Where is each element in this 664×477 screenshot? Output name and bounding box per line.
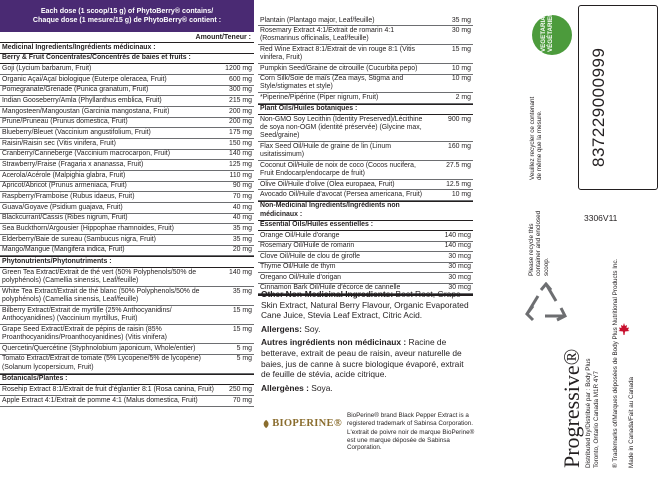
other-ingredients-en: [261, 289, 475, 321]
ingredient-row: [258, 263, 473, 273]
section-header: [258, 201, 473, 221]
ingredient-name: Oregano Oil/Huile d'origan: [260, 273, 341, 281]
ingredient-amount: 70 mg: [232, 193, 252, 201]
brand-logo: Progressive®: [559, 348, 584, 468]
ingredient-amount: 15 mg: [451, 45, 471, 53]
ingredient-amount: 175 mg: [229, 129, 252, 137]
ingredient-amount: 90 mg: [232, 182, 252, 190]
ingredient-row: [0, 182, 254, 193]
ingredient-amount: 140 mcg: [444, 231, 471, 239]
ingredient-row: [0, 355, 254, 374]
ingredient-name: Apricot/Abricot (Prunus armeniaca, Fruit): [2, 182, 127, 190]
ingredient-amount: 250 mg: [229, 385, 252, 393]
ingredient-name: Green Tea Extract/Extrait de thé vert (50% Polyphenols/50% de polyphénols) (Camellia sinensis, Leaf/feuille): [2, 268, 197, 285]
ingredient-name: Plantain (Plantago major, Leaf/feuille): [260, 16, 375, 24]
bioperine-notice-en: BioPerine® brand Black Pepper Extract is a registered trademark of Sabinsa Corporation.: [347, 412, 474, 427]
ingredient-row: [258, 273, 473, 283]
ingredient-name: Grape Seed Extract/Extrait de pépins de raisin (85% Proanthocyanidins/Proanthocyanidines) (Vitis vinifera): [2, 325, 167, 341]
trademark-line: ® Trademarks of/Marques déposées de Body Plus Nutritional Products Inc.: [612, 258, 619, 468]
ingredient-name: Blackcurrant/Cassis (Ribes nigrum, Fruit): [2, 214, 128, 222]
bioperine-notice: [347, 412, 475, 454]
ingredients-table-1: [0, 43, 254, 407]
ingredient-row: [258, 45, 473, 64]
ingredient-name: Pomegranate/Grenade (Punica granatum, Fruit): [2, 86, 149, 94]
supplement-facts-column-2: [258, 16, 473, 296]
recycle-icon: [523, 282, 569, 328]
ingredient-amount: 140 mg: [229, 268, 252, 276]
ingredient-row: [0, 118, 254, 129]
ingredient-name: Essential Oils/Huiles essentielles :: [260, 221, 373, 229]
ingredient-row: [0, 325, 254, 344]
ingredient-name: Corn Silk/Soie de maïs (Zea mays, Stigma and Style/stigmates et style): [260, 75, 404, 91]
ingredient-amount: 30 mcg: [448, 252, 471, 260]
ingredient-amount: 70 mg: [232, 396, 252, 404]
ingredient-name: Clove Oil/Huile de clou de girofle: [260, 252, 360, 260]
ingredient-amount: 1200 mg: [225, 65, 252, 73]
ingredient-amount: 30 mcg: [448, 284, 471, 292]
ingredient-amount: 35 mg: [232, 225, 252, 233]
ingredient-name: Flax Seed Oil/Huile de graine de lin (Linum usitatissimum): [260, 142, 391, 159]
ingredient-amount: 40 mg: [232, 214, 252, 222]
amount-header: Amount/Teneur :: [0, 32, 254, 43]
ingredient-name: Phytonutrients/Phytonutriments :: [2, 258, 112, 266]
section-header: [0, 54, 254, 65]
section-header: [258, 221, 473, 231]
section-header: [258, 104, 473, 115]
ingredient-name: Quercetin/Quercétine (Styphnolobium japonicum, Whole/entier): [2, 344, 196, 352]
ingredient-row: [0, 86, 254, 97]
ingredient-row: [0, 396, 254, 407]
ingredient-amount: 2 mg: [455, 93, 471, 101]
ingredient-amount: 140 mcg: [444, 242, 471, 250]
ingredient-row: [0, 150, 254, 161]
ingredient-name: Tomato Extract/Extrait de tomate (5% Lycopene/5% de lycopène) (Solanum lycopersicum, Fruit): [2, 355, 201, 371]
ingredient-name: Non-GMO Soy Lecithin (Identity Preserved)/Lécithine de soya non-OGM (identité préservée) (Glycine max, Seed/graine): [260, 115, 423, 140]
ingredient-name: Mango/Mangue (Mangifera indica, Fruit): [2, 246, 125, 254]
ingredient-row: [258, 16, 473, 26]
ingredient-name: Cinnamon Bark Oil/Huile d'écorce de cannelle: [260, 284, 401, 292]
ingredient-name: Coconut Oil/Huile de noix de coco (Cocos nucifera, Fruit Endocarp/endocarpe de fruit): [260, 161, 416, 178]
ingredient-row: [0, 160, 254, 171]
ingredient-amount: 27.5 mg: [446, 161, 471, 169]
ingredient-name: Raisin/Raisin sec (Vitis vinifera, Fruit): [2, 139, 116, 147]
bioperine-notice-fr: L'extrait de poivre noir de marque BioPerine® est une marque déposée de Sabinsa Corporation.: [347, 429, 475, 452]
ingredient-name: Prune/Pruneau (Prunus domestica, Fruit): [2, 118, 128, 126]
ingredient-amount: 900 mg: [448, 115, 471, 123]
ingredient-amount: 110 mg: [229, 171, 252, 179]
dose-header: [0, 0, 254, 32]
ingredient-amount: 5 mg: [236, 355, 252, 363]
section-header: [0, 43, 254, 54]
barcode-number: 837229000999: [589, 47, 608, 167]
ingredient-row: [0, 171, 254, 182]
ingredient-name: Avocado Oil/Huile d'avocat (Persea americana, Fruit): [260, 191, 423, 198]
ingredient-amount: 30 mcg: [448, 263, 471, 271]
ingredient-name: Orange Oil/Huile d'orange: [260, 231, 340, 239]
ingredient-name: Guava/Goyave (Psidium guajava, Fruit): [2, 203, 123, 211]
ingredient-row: [258, 75, 473, 94]
ingredient-name: Rosemary Extract 4:1/Extrait de romarin 4:1 (Rosmarinus officinalis, Leaf/feuille): [260, 27, 395, 43]
allergens-en: [261, 324, 475, 335]
ingredient-name: Sea Buckthorn/Argousier (Hippophae rhamnoides, Fruit): [2, 225, 174, 233]
bioperine-logo: [262, 418, 342, 429]
ingredient-name: Berry & Fruit Concentrates/Concentrés de baies et fruits :: [2, 54, 191, 62]
ingredient-name: Rosehip Extract 8:1/Extrait de fruit d'églantier 8:1 (Rosa canina, Fruit): [2, 385, 214, 393]
allergens-en-text: Soy.: [301, 323, 321, 334]
section-header: [0, 256, 254, 268]
ingredient-row: [0, 75, 254, 86]
distributor-address: Toronto, Ontario Canada M1R 4Y7: [593, 371, 600, 468]
other-ingredients-en-label: Other Non-Medicinal Ingredients:: [261, 289, 394, 299]
ingredient-name: Apple Extract 4:1/Extrait de pomme 4:1 (Malus domestica, Fruit): [2, 396, 198, 404]
ingredient-row: [0, 139, 254, 150]
ingredient-name: Blueberry/Bleuet (Vaccinium angustifolium, Fruit): [2, 129, 151, 137]
ingredient-amount: 15 mg: [232, 306, 252, 314]
ingredient-row: [258, 252, 473, 262]
ingredient-amount: 10 mg: [451, 75, 471, 83]
ingredient-name: Elderberry/Baie de sureau (Sambucus nigra, Fruit): [2, 235, 156, 243]
recycle-text-en: Please recycle this container and enclosed scoop.: [528, 210, 550, 276]
ingredient-name: Strawberry/Fraise (Fragaria x ananassa, Fruit): [2, 161, 144, 169]
ingredient-name: Bilberry Extract/Extrait de myrtille (25% Anthocyanidins/ Anthocyanidines) (Vaccinium myrtillus, Fruit): [2, 306, 172, 323]
ingredient-amount: 15 mg: [232, 325, 252, 333]
ingredient-name: Botanicals/Plantes :: [2, 375, 68, 383]
ingredient-row: [0, 128, 254, 139]
ingredient-row: [0, 344, 254, 355]
dose-header-line-1: Each dose (1 scoop/15 g) of PhytoBerry® contains/: [40, 7, 214, 15]
ingredient-name: Medicinal Ingredients/Ingrédients médicinaux :: [2, 43, 156, 51]
ingredient-row: [258, 242, 473, 252]
other-ingredients-fr: [261, 337, 475, 379]
ingredient-amount: 160 mg: [448, 142, 471, 150]
ingredient-amount: 215 mg: [229, 97, 252, 105]
ingredient-amount: 10 mg: [451, 191, 471, 198]
ingredient-name: Cranberry/Canneberge (Vaccinium macrocarpon, Fruit): [2, 150, 170, 158]
ingredient-amount: 600 mg: [229, 75, 252, 83]
ingredient-row: [0, 224, 254, 235]
ingredient-name: Non-Medicinal Ingredients/Ingrédients non médicinaux :: [260, 202, 400, 218]
ingredient-name: Mangosteen/Mangoustan (Garcinia mangostana, Fruit): [2, 107, 170, 115]
ingredient-name: Acerola/Acérole (Malpighia glabra, Fruit): [2, 171, 126, 179]
vegetarian-fr: VÉGÉTARIEN: [547, 12, 554, 52]
ingredient-amount: 30 mg: [451, 27, 471, 35]
ingredient-row: [258, 190, 473, 200]
ingredient-amount: 35 mg: [232, 235, 252, 243]
allergens-fr: [261, 383, 475, 394]
other-ingredients-fr-text: Racine de betterave, extrait de peau de raisin, aveur naturelle de baies, jus de canne à sucre biologique évaporé, extrait de feuille de stévia, acide citrique.: [261, 337, 464, 380]
ingredient-row: [0, 203, 254, 214]
allergens-en-label: Allergens:: [261, 323, 302, 334]
vegetarian-en: VEGETARIAN: [540, 11, 547, 52]
ingredient-row: [258, 231, 473, 241]
bioperine-leaf-icon: [262, 419, 270, 429]
ingredient-amount: 300 mg: [229, 86, 252, 94]
allergens-fr-label: Allergènes :: [261, 382, 309, 393]
dose-header-line-2: Chaque dose (1 mesure/15 g) de PhytoBerry® contient :: [32, 16, 222, 24]
ingredient-row: [258, 115, 473, 142]
ingredients-table-2: [258, 16, 473, 296]
ingredient-row: [0, 107, 254, 118]
ingredient-amount: 30 mcg: [448, 273, 471, 281]
ingredient-row: [258, 93, 473, 103]
ingredient-amount: 40 mg: [232, 203, 252, 211]
ingredient-amount: 5 mg: [236, 344, 252, 352]
ingredient-name: Organic Açai/Açaï biologique (Euterpe oleracea, Fruit): [2, 75, 167, 83]
other-ingredients-fr-label: Autres ingrédients non médicinaux :: [261, 337, 407, 348]
ingredient-amount: 35 mg: [232, 287, 252, 295]
ingredient-amount: 10 mg: [451, 64, 471, 72]
lot-code: 3306V11: [584, 213, 618, 223]
ingredient-row: [0, 96, 254, 107]
maple-leaf-icon: [617, 322, 631, 336]
ingredient-name: Red Wine Extract 8:1/Extrait de vin rouge 8:1 (Vitis vinifera, Fruit): [260, 45, 415, 62]
ingredient-row: [258, 26, 473, 45]
ingredient-name: Olive Oil/Huile d'olive (Olea europaea, Fruit): [260, 180, 395, 188]
ingredient-row: [0, 192, 254, 203]
ingredient-amount: 200 mg: [229, 118, 252, 126]
ingredient-amount: 35 mg: [451, 16, 471, 24]
vegetarian-badge-text: [540, 11, 554, 52]
ingredient-amount: 20 mg: [232, 246, 252, 254]
ingredient-name: Indian Gooseberry/Amla (Phyllanthus emblica, Fruit): [2, 97, 162, 105]
ingredient-amount: 125 mg: [229, 161, 252, 169]
recycle-text-fr: Veuillez recycler ce contenant de même que la mesure.: [529, 96, 544, 180]
distributed-by: Distributed by/Distribué par : Body Plus: [585, 358, 592, 468]
made-in-canada: Made in Canada/Fait au Canada: [628, 376, 635, 468]
ingredient-row: [0, 214, 254, 225]
ingredient-row: [258, 142, 473, 161]
ingredient-name: Goji (Lycium barbarum, Fruit): [2, 65, 92, 73]
ingredient-row: [258, 161, 473, 180]
ingredient-name: Plant Oils/Huiles botaniques :: [260, 105, 358, 113]
ingredient-row: [0, 287, 254, 306]
ingredient-amount: 12.5 mg: [446, 180, 471, 188]
ingredient-amount: 150 mg: [229, 139, 252, 147]
ingredient-row: [0, 64, 254, 75]
ingredient-name: White Tea Extract/Extrait de thé blanc (50% Polyphenols/50% de polyphénols) (Camellia sinensis, Leaf/feuille): [2, 287, 200, 304]
ingredient-name: *Piperine/Pipérine (Piper nigrum, Fruit): [260, 93, 379, 101]
bioperine-logo-text: BIOPERINE®: [272, 418, 342, 429]
ingredient-row: [0, 235, 254, 246]
ingredient-row: [258, 64, 473, 74]
section-header: [0, 374, 254, 386]
other-ingredients: [261, 289, 475, 396]
ingredient-name: Raspberry/Framboise (Rubus idaeus, Fruit): [2, 193, 135, 201]
allergens-fr-text: Soya.: [308, 382, 333, 393]
ingredient-name: Thyme Oil/Huile de thym: [260, 263, 336, 271]
ingredient-amount: 200 mg: [229, 107, 252, 115]
ingredient-name: Pumpkin Seed/Graine de citrouille (Cucurbita pepo): [260, 64, 418, 72]
ingredient-row: [0, 385, 254, 396]
supplement-facts-column-1: [0, 0, 254, 407]
ingredient-amount: 140 mg: [229, 150, 252, 158]
ingredient-row: [0, 306, 254, 325]
other-ingredients-en-text: Beet Root, Grape Skin Extract, Natural Berry Flavour, Organic Evaporated Cane Juice, Stevia Leaf Extract, Citric Acid.: [261, 289, 469, 321]
ingredient-name: Rosemary Oil/Huile de romarin: [260, 242, 355, 250]
ingredient-row: [0, 246, 254, 257]
ingredient-row: [258, 180, 473, 190]
ingredient-row: [0, 268, 254, 287]
